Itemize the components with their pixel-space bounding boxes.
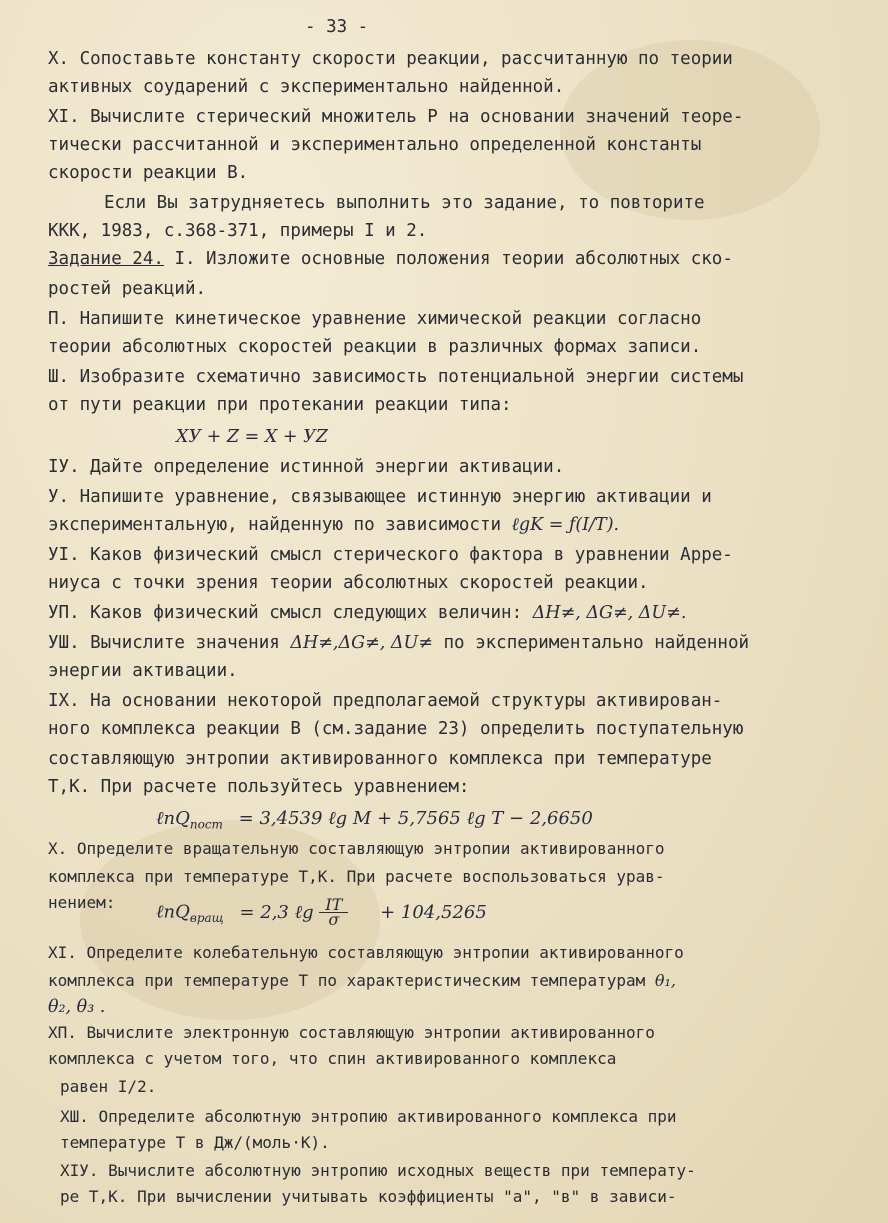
- text-line: ре Т,К. При вычислении учитывать коэффициенты "а", "в" в зависи-: [60, 1187, 677, 1206]
- theta-symbol: θ₁,: [654, 971, 677, 990]
- text-line: тически рассчитанной и экспериментально определенной константы: [48, 135, 702, 155]
- formula-part: = 2,3 ℓg: [239, 901, 314, 923]
- text-line: XП. Вычислите электронную составляющую энтропии активированного: [48, 1023, 655, 1042]
- text-line: энергии активации.: [48, 661, 238, 681]
- text-line: теории абсолютных скоростей реакции в различных формах записи.: [48, 337, 702, 357]
- theta-symbols: θ₂, θ₃ .: [48, 997, 106, 1017]
- formula-part: = 3,4539 ℓg M + 5,7565 ℓg T − 2,6650: [238, 808, 593, 829]
- task-heading: [48, 248, 733, 270]
- page-number: - 33 -: [305, 17, 369, 37]
- formula-subscript: пост: [189, 817, 223, 832]
- task-label: Задание 24.: [48, 249, 164, 269]
- text-line: IУ. Дайте определение истинной энергии активации.: [48, 457, 565, 477]
- text-line: [48, 632, 749, 654]
- text-line: ККК, 1983, с.368-371, примеры I и 2.: [48, 221, 428, 241]
- text-fragment: по экспериментально найденной: [443, 633, 750, 653]
- text-line: от пути реакции при протекании реакции типа:: [48, 395, 512, 415]
- formula-part: + 104,5265: [380, 901, 487, 923]
- text-line: ного комплекса реакции В (см.задание 23) определить поступательную: [48, 719, 744, 739]
- text-line: X. Сопоставьте константу скорости реакции, рассчитанную по теории: [48, 49, 733, 69]
- text-fragment: УШ. Вычислите значения: [48, 633, 280, 653]
- text-line: нением:: [48, 893, 116, 912]
- text-line: X. Определите вращательную составляющую энтропии активированного: [48, 839, 665, 858]
- text-line: комплекса при температуре Т,К. При расчете воспользоваться урав-: [48, 867, 665, 886]
- text-line: равен I/2.: [60, 1077, 157, 1096]
- lnq-post-equation: [156, 808, 593, 836]
- text-line: Ш. Изобразите схематично зависимость потенциальной энергии системы: [48, 367, 744, 387]
- text-line: XIУ. Вычислите абсолютную энтропию исходных веществ при температу-: [60, 1161, 696, 1180]
- text-line: [48, 602, 686, 624]
- text-line: комплекса с учетом того, что спин активированного комплекса: [48, 1049, 617, 1068]
- text-line: I. Изложите основные положения теории абсолютных ско-: [174, 249, 733, 269]
- text-line: XI. Определите колебательную составляющую энтропии активированного: [48, 943, 684, 962]
- fraction-numerator: IT: [319, 898, 348, 913]
- formula-part: ℓnQ: [156, 808, 190, 829]
- text-line: Если Вы затрудняетесь выполнить это задание, то повторите: [104, 193, 705, 213]
- text-line: IX. На основании некоторой предполагаемой структуры активирован-: [48, 691, 723, 711]
- text-line: XI. Вычислите стерический множитель P на основании значений теоре-: [48, 107, 744, 127]
- reaction-equation: XУ + Z = X + УZ: [176, 427, 328, 447]
- text-line: У. Напишите уравнение, связывающее истинную энергию активации и: [48, 487, 712, 507]
- lgk-formula: ℓgK = ƒ(I/T).: [511, 515, 620, 535]
- text-line: ростей реакций.: [48, 279, 207, 299]
- lnq-vr-equation: [156, 895, 487, 929]
- fraction: [319, 895, 348, 929]
- text-line: П. Напишите кинетическое уравнение химической реакции согласно: [48, 309, 702, 329]
- text-line: составляющую энтропии активированного комплекса при температуре: [48, 749, 712, 769]
- thermo-quantities: ΔH≠,ΔG≠, ΔU≠: [290, 633, 433, 653]
- text-fragment: комплекса при температуре Т по характеристическим температурам: [48, 971, 646, 990]
- text-line: [48, 970, 676, 992]
- fraction-denominator: σ: [328, 910, 340, 929]
- text-line: Т,К. При расчете пользуйтесь уравнением:: [48, 777, 470, 797]
- formula-subscript: вращ: [189, 911, 224, 926]
- text-line: [48, 514, 619, 536]
- formula-part: ℓnQ: [156, 901, 190, 923]
- thermo-quantities: ΔH≠, ΔG≠, ΔU≠.: [532, 603, 687, 623]
- text-line: УI. Каков физический смысл стерического фактора в уравнении Арре-: [48, 545, 733, 565]
- text-fragment: УП. Каков физический смысл следующих величин:: [48, 603, 523, 623]
- text-line: XШ. Определите абсолютную энтропию активированного комплекса при: [60, 1107, 677, 1126]
- text-line: ниуса с точки зрения теории абсолютных скоростей реакции.: [48, 573, 649, 593]
- text-fragment: экспериментальную, найденную по зависимости: [48, 515, 502, 535]
- text-line: скорости реакции В.: [48, 163, 249, 183]
- text-line: температуре Т в Дж/(моль·К).: [60, 1133, 330, 1152]
- text-line: активных соударений с экспериментально найденной.: [48, 77, 565, 97]
